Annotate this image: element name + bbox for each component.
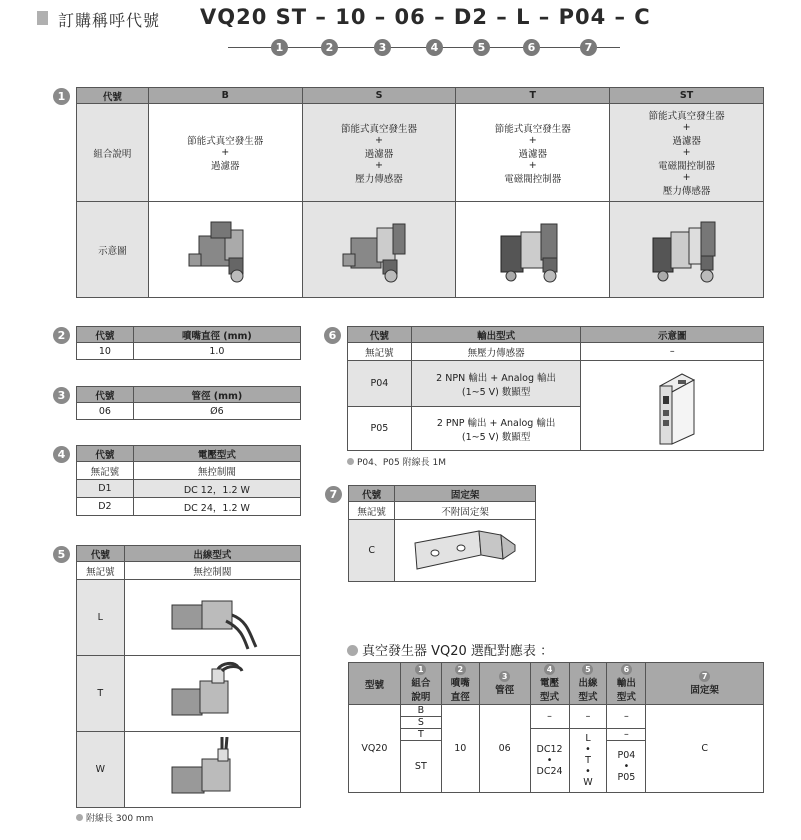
output-note: P04、P05 附線長 1M [347,455,446,468]
bracket-desc-none: 不附固定架 [395,502,536,520]
table-row-value: DC 12，1.2 W [133,480,300,498]
sel-combo-b: B [400,705,441,717]
row-pic-label: 示意圖 [77,202,149,298]
sel-pipe: 06 [479,705,530,793]
output-pic-none: – [581,343,764,361]
col-code-header: 代號 [77,546,125,562]
section-number-4: 4 [53,446,70,463]
table-row-value: 無控制閥 [124,562,300,580]
nozzle-table [76,326,301,360]
sel-combo-st: ST [400,741,441,793]
col-code-header: 代號 [77,88,149,104]
col-model-header: 型號 [349,663,401,705]
product-image-st [610,202,764,298]
wiring-code-t: T [77,656,125,732]
combo-desc-st: 節能式真空發生器 + 過濾器 + 電磁閥控制器 + 壓力傳感器 [610,104,764,202]
section-number-6: 6 [324,327,341,344]
product-image-s [302,202,456,298]
sel-nozzle: 10 [441,705,479,793]
col-bracket-header: 7 固定架 [646,663,764,705]
bracket-image [395,520,536,582]
col-combo-header: 1 組合 說明 [400,663,441,705]
code-marker-5: 5 [473,39,490,56]
col-voltage-header: 電壓型式 [133,446,300,462]
sel-model: VQ20 [349,705,401,793]
combo-desc-b: 節能式真空發生器 + 過濾器 [148,104,302,202]
section-number-2: 2 [53,327,70,344]
page-title: 訂購稱呼代號 [58,11,161,30]
bracket-code-none: 無記號 [349,502,395,520]
combo-code-b: B [148,88,302,104]
section-number-5: 5 [53,546,70,563]
output-code-p04: P04 [348,361,412,407]
code-marker-2: 2 [321,39,338,56]
combo-desc-s: 節能式真空發生器 + 過濾器 + 壓力傳感器 [302,104,456,202]
voltage-table [76,445,301,516]
col-output-header: 6 輸出 型式 [607,663,646,705]
col-code-header: 代號 [77,387,134,403]
section-number-3: 3 [53,387,70,404]
code-marker-1: 1 [271,39,288,56]
col-output-header: 輸出型式 [411,327,581,343]
col-pic-header: 示意圖 [581,327,764,343]
output-code-none: 無記號 [348,343,412,361]
col-wiring-header: 5 出線 型式 [569,663,607,705]
col-pipe-header: 管徑 (mm) [133,387,300,403]
col-wiring-header: 出線型式 [124,546,300,562]
wiring-code-l: L [77,580,125,656]
selection-title: 真空發生器 VQ20 選配對應表 ： [347,640,553,659]
wiring-table [76,545,301,808]
col-bracket-header: 固定架 [395,486,536,502]
output-desc-none: 無壓力傳感器 [411,343,581,361]
product-image-t [456,202,610,298]
code-marker-4: 4 [426,39,443,56]
sel-wire-none: – [569,705,607,729]
sel-wire: L • T • W [569,729,607,793]
product-image-b [148,202,302,298]
combo-desc-t: 節能式真空發生器 + 過濾器 + 電磁閥控制器 [456,104,610,202]
sel-combo-s: S [400,717,441,729]
section-number-1: 1 [53,88,70,105]
col-code-header: 代號 [349,486,395,502]
pipe-code: 06 [77,403,134,420]
table-row-value: 無控制閥 [133,462,300,480]
nozzle-code: 10 [77,343,134,360]
header-marker [37,11,48,25]
output-desc-p05: 2 PNP 輸出 + Analog 輸出 (1~5 V) 數顯型 [411,407,581,451]
wiring-note: 附線長 300 mm [76,811,153,824]
combo-code-t: T [456,88,610,104]
code-marker-7: 7 [580,39,597,56]
table-row-code: 無記號 [77,562,125,580]
wiring-code-w: W [77,732,125,808]
sel-out: P04 • P05 [607,741,646,793]
sel-volt-none: – [530,705,569,729]
output-table [347,326,764,451]
col-voltage-header: 4 電壓 型式 [530,663,569,705]
sel-out-dash: – [607,729,646,741]
sensor-image [581,361,764,451]
code-marker-3: 3 [374,39,391,56]
col-code-header: 代號 [348,327,412,343]
order-code: VQ20 ST – 10 – 06 – D2 – L – P04 – C [200,5,651,29]
wiring-image-w [124,732,300,808]
sel-bracket: C [646,705,764,793]
sel-combo-t: T [400,729,441,741]
table-row-code: 無記號 [77,462,134,480]
bracket-code-c: C [349,520,395,582]
col-nozzle-header: 2 噴嘴 直徑 [441,663,479,705]
col-pipe-header: 3 管徑 [479,663,530,705]
combo-code-st: ST [610,88,764,104]
wiring-image-t [124,656,300,732]
selection-table [348,662,764,793]
row-desc-label: 組合說明 [77,104,149,202]
nozzle-value: 1.0 [133,343,300,360]
bracket-table [348,485,536,582]
code-marker-6: 6 [523,39,540,56]
combination-table [76,87,764,298]
table-row-code: D2 [77,498,134,516]
col-code-header: 代號 [77,327,134,343]
table-row-value: DC 24，1.2 W [133,498,300,516]
sel-volt: DC12 • DC24 [530,729,569,793]
col-nozzle-header: 噴嘴直徑 (mm) [133,327,300,343]
pipe-table [76,386,301,420]
pipe-value: Ø6 [133,403,300,420]
combo-code-s: S [302,88,456,104]
output-desc-p04: 2 NPN 輸出 + Analog 輸出 (1~5 V) 數顯型 [411,361,581,407]
table-row-code: D1 [77,480,134,498]
sel-out-none: – [607,705,646,729]
output-code-p05: P05 [348,407,412,451]
section-number-7: 7 [325,486,342,503]
wiring-image-l [124,580,300,656]
col-code-header: 代號 [77,446,134,462]
